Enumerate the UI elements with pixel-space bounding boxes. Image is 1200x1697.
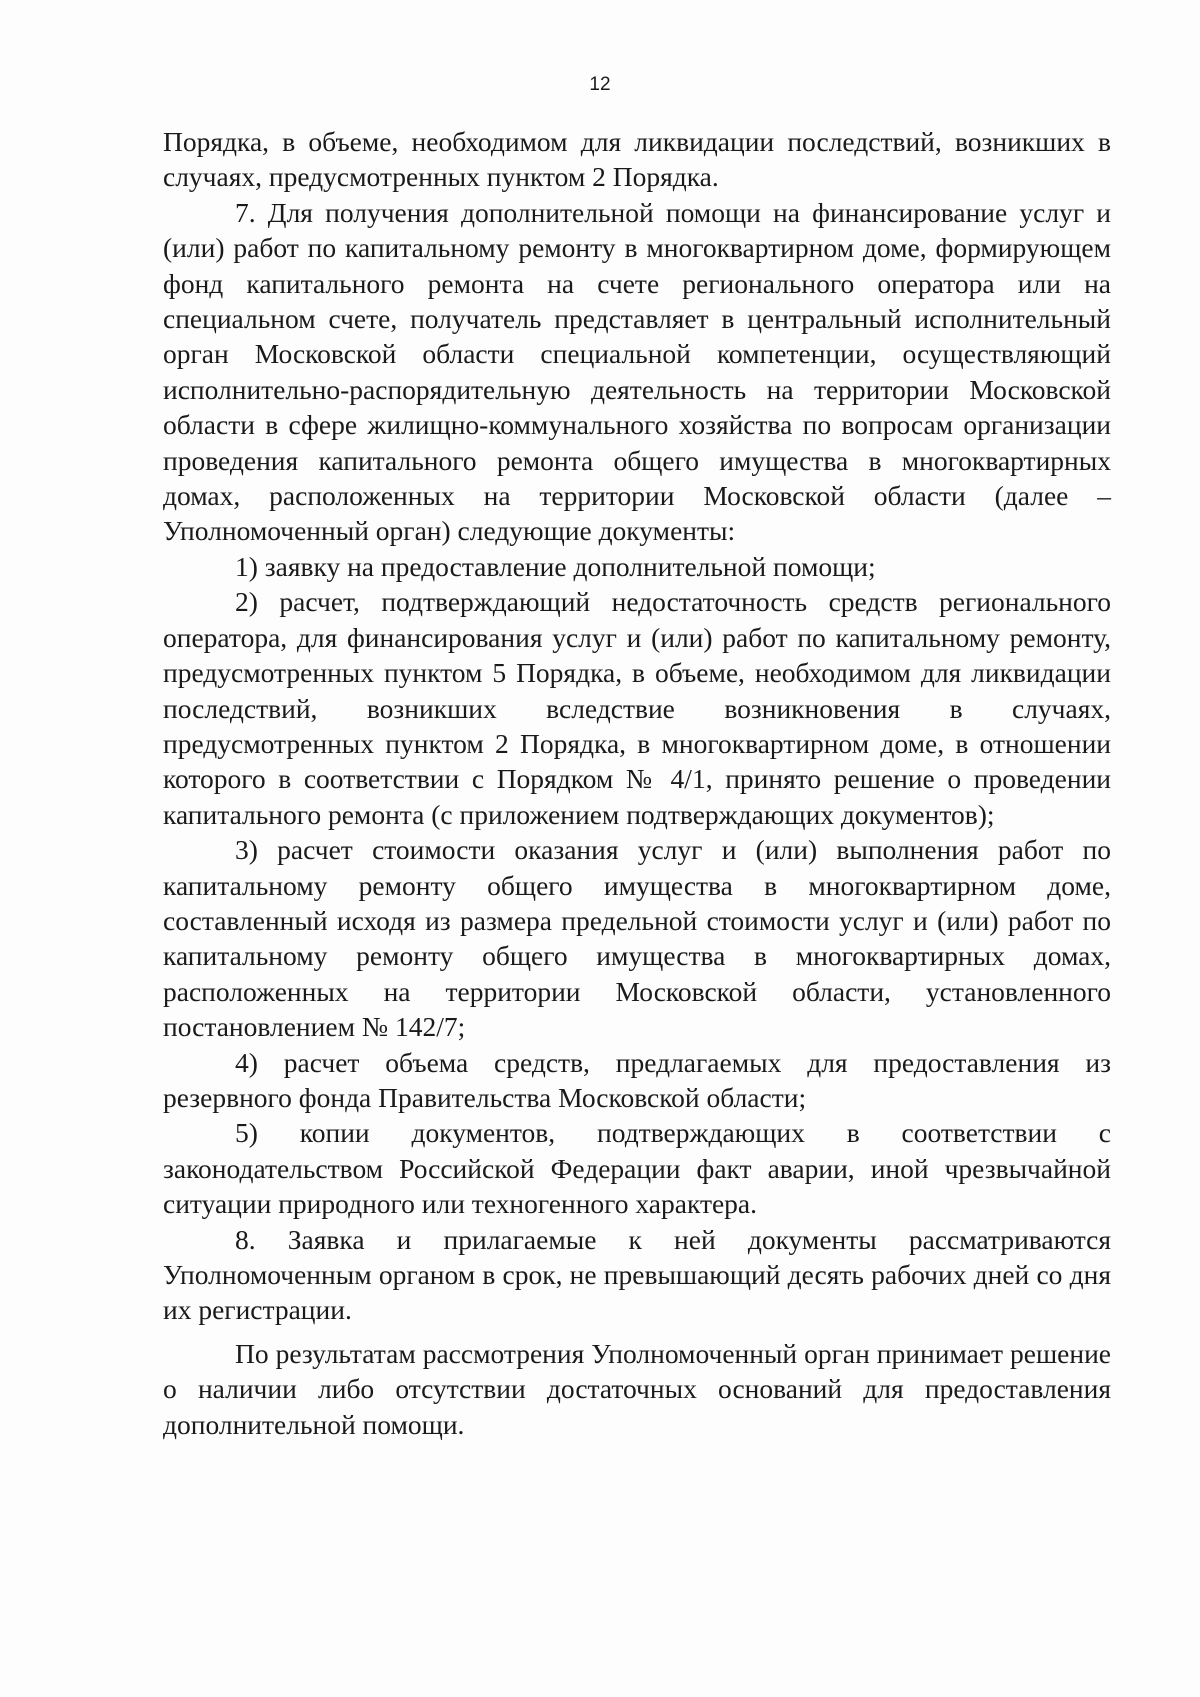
page-number: 12 [589, 74, 611, 95]
paragraph-subitem-5: 5) копии документов, подтверждающих в соответствии с законодательством Российской Федерации факт аварии, иной чрезвычайной ситуации природного или техногенного характера. [163, 1117, 1111, 1220]
paragraph-review-result: По результатам рассмотрения Уполномоченный орган принимает решение о наличии либо отсутствии достаточных оснований для предоставления дополнительной помощи. [163, 1337, 1111, 1440]
paragraph-subitem-1: 1) заявку на предоставление дополнительной помощи; [235, 550, 876, 582]
paragraph-item-8: 8. Заявка и прилагаемые к ней документы рассматриваются Уполномоченным органом в срок, не превышающий десять рабочих дней со дня их регистрации. [163, 1223, 1111, 1326]
paragraph-continuation: Порядка, в объеме, необходимом для ликвидации последствий, возникших в случаях, предусмотренных пунктом 2 Порядка. [163, 126, 1111, 193]
paragraph-item-7: 7. Для получения дополнительной помощи на финансирование услуг и (или) работ по капитальному ремонту в многоквартирном доме, формирующем фонд капитального ремонта на счете регионального оператора или на специальном счете, получатель представляет в центральный исполнительный орган Московской области специальной компетенции, осуществляющий исполнительно-распорядительную деятельность на территории Московской области в сфере жилищно-коммунального хозяйства по вопросам организации проведения капитального ремонта общего имущества в многоквартирных домах, расположенных на территории Московской области (далее – Уполномоченный орган) следующие документы: [163, 196, 1111, 547]
paragraph-subitem-2: 2) расчет, подтверждающий недостаточность средств регионального оператора, для финансирования услуг и (или) работ по капитальному ремонту, предусмотренных пунктом 5 Порядка, в объеме, необходимом для ликвидации последствий, возникших вследствие возникновения в случаях, предусмотренных пунктом 2 Порядка, в многоквартирном доме, в отношении которого в соответствии с Порядком № 4/1, принято решение о проведении капитального ремонта (с приложением подтверждающих документов); [163, 586, 1111, 830]
paragraph-subitem-4: 4) расчет объема средств, предлагаемых для предоставления из резервного фонда Правительства Московской области; [163, 1046, 1111, 1113]
document-body [163, 124, 1111, 1442]
paragraph-subitem-3: 3) расчет стоимости оказания услуг и (или) выполнения работ по капитальному ремонту общего имущества в многоквартирном доме, составленный исходя из размера предельной стоимости услуг и (или) работ по капитальному ремонту общего имущества в многоквартирных домах, расположенных на территории Московской области, установленного постановлением № 142/7; [163, 834, 1111, 1043]
